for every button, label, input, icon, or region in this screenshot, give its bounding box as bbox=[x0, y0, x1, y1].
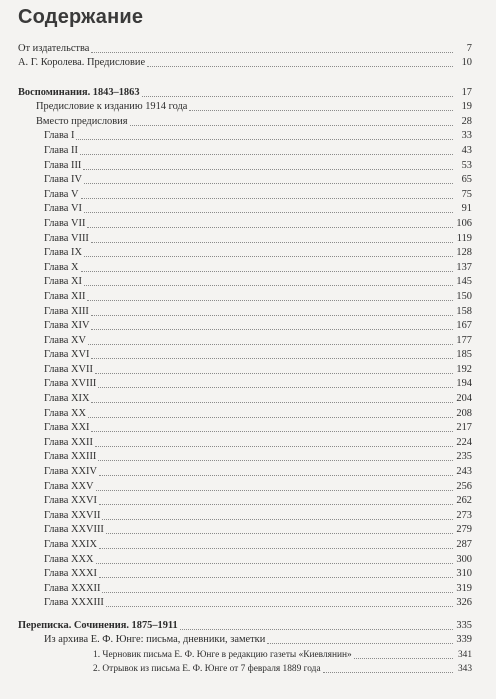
toc-entry-page: 287 bbox=[456, 539, 472, 550]
toc-entry-chapter[interactable] bbox=[0, 390, 496, 405]
dot-leader bbox=[81, 271, 453, 272]
toc-entry-title: Глава V bbox=[44, 188, 79, 200]
toc-entry-page: 335 bbox=[456, 619, 472, 631]
toc-entry-chapter[interactable] bbox=[0, 274, 496, 289]
toc-entry-chapter[interactable] bbox=[0, 186, 496, 201]
toc-entry-chapter[interactable] bbox=[0, 449, 496, 464]
toc-entry-page: 167 bbox=[456, 320, 472, 332]
dot-leader bbox=[91, 315, 453, 316]
toc-entry-title: Предисловие к изданию 1914 года bbox=[36, 101, 188, 113]
dot-leader bbox=[91, 242, 453, 243]
toc-part1-section bbox=[0, 84, 496, 609]
dot-leader bbox=[76, 139, 453, 140]
dot-leader bbox=[87, 227, 453, 228]
toc-entry-page: 256 bbox=[456, 480, 472, 492]
toc-entry-page: 310 bbox=[456, 568, 472, 580]
dot-leader bbox=[80, 154, 453, 155]
toc-entry-chapter[interactable] bbox=[0, 376, 496, 391]
toc-entry-title: Из архива Е. Ф. Юнге: письма, дневники, заметки bbox=[44, 634, 266, 646]
toc-entry-chapter[interactable] bbox=[0, 245, 496, 260]
toc-entry-publisher-note[interactable] bbox=[0, 40, 496, 55]
toc-entry-title: Глава XVII bbox=[44, 363, 93, 375]
toc-entry-page: 119 bbox=[456, 232, 472, 244]
dot-leader bbox=[84, 256, 453, 257]
toc-entry-chapter[interactable] bbox=[0, 128, 496, 143]
toc-entry-title: Глава X bbox=[44, 261, 79, 273]
toc-entry-chapter[interactable] bbox=[0, 318, 496, 333]
toc-entry-title: Глава VIII bbox=[44, 232, 89, 244]
toc-entry-archive-item[interactable] bbox=[0, 646, 496, 661]
toc-entry-chapter[interactable] bbox=[0, 536, 496, 551]
toc-part-heading[interactable] bbox=[0, 84, 496, 99]
toc-entry-page: 279 bbox=[456, 524, 472, 536]
dot-leader bbox=[88, 344, 453, 345]
toc-entry-page: 343 bbox=[457, 664, 472, 675]
toc-entry-chapter[interactable] bbox=[0, 288, 496, 303]
dot-leader bbox=[102, 592, 453, 593]
toc-entry-title: Глава IV bbox=[44, 174, 82, 186]
toc-entry-page: 185 bbox=[456, 349, 472, 361]
toc-entry-archive[interactable] bbox=[0, 632, 496, 647]
toc-entry-title: Глава XV bbox=[44, 334, 87, 346]
toc-entry-page: 17 bbox=[461, 86, 472, 98]
dot-leader bbox=[99, 548, 453, 549]
dot-leader bbox=[130, 125, 453, 126]
toc-entry-title: Глава VI bbox=[44, 203, 82, 215]
toc-entry-title: Глава II bbox=[44, 144, 78, 156]
toc-entry-chapter[interactable] bbox=[0, 493, 496, 508]
dot-leader bbox=[180, 629, 453, 630]
dot-leader bbox=[267, 643, 453, 644]
toc-entry-title: Глава XXI bbox=[44, 422, 90, 434]
toc-front-section bbox=[0, 40, 496, 69]
toc-entry-title: Глава XXXI bbox=[44, 568, 97, 580]
toc-entry-title: Глава XXXIII bbox=[44, 597, 104, 609]
toc-entry-chapter[interactable] bbox=[0, 522, 496, 537]
toc-entry-title: Глава XXIV bbox=[44, 466, 97, 478]
dot-leader bbox=[81, 198, 453, 199]
toc-entry-page: 53 bbox=[461, 159, 472, 171]
dot-leader bbox=[323, 672, 453, 673]
dot-leader bbox=[91, 431, 453, 432]
toc-entry-title: Глава XIV bbox=[44, 320, 90, 332]
dot-leader bbox=[98, 387, 453, 388]
toc-entry-chapter[interactable] bbox=[0, 463, 496, 478]
dot-leader bbox=[91, 52, 453, 53]
toc-entry-page: 326 bbox=[456, 597, 472, 609]
toc-entry-title: Глава XIX bbox=[44, 393, 90, 405]
toc-entry-chapter[interactable] bbox=[0, 201, 496, 216]
toc-entry-page: 33 bbox=[461, 130, 472, 142]
toc-entry-page: 341 bbox=[457, 649, 472, 660]
toc-entry-title: Глава XII bbox=[44, 290, 86, 302]
toc-entry-title: 1. Черновик письма Е. Ф. Юнге в редакцию газеты «Киевлянин» bbox=[93, 649, 352, 660]
toc-entry-title: Глава XXVII bbox=[44, 509, 101, 521]
toc-entry-page: 273 bbox=[456, 509, 472, 521]
toc-entry-archive-item[interactable] bbox=[0, 661, 496, 676]
toc-entry-page: 137 bbox=[456, 261, 472, 273]
page-title: Содержание bbox=[18, 6, 144, 28]
toc-entry-title: От издательства bbox=[18, 42, 90, 54]
toc-entry-chapter[interactable] bbox=[0, 172, 496, 187]
toc-entry-page: 235 bbox=[456, 451, 472, 463]
toc-entry-page: 65 bbox=[461, 174, 472, 186]
toc-entry-page: 217 bbox=[456, 422, 472, 434]
toc-entry-chapter[interactable] bbox=[0, 595, 496, 610]
toc-entry-page: 177 bbox=[456, 334, 472, 346]
toc-entry-title: Глава XXVIII bbox=[44, 524, 104, 536]
toc-entry-page: 91 bbox=[461, 203, 472, 215]
toc-entry-chapter[interactable] bbox=[0, 580, 496, 595]
toc-entry-page: 208 bbox=[456, 407, 472, 419]
dot-leader bbox=[147, 66, 453, 67]
toc-entry-chapter[interactable] bbox=[0, 478, 496, 493]
dot-leader bbox=[83, 169, 453, 170]
dot-leader bbox=[106, 533, 453, 534]
toc-entry-foreword[interactable] bbox=[0, 55, 496, 70]
toc-entry-chapter[interactable] bbox=[0, 507, 496, 522]
toc-part-heading[interactable] bbox=[0, 617, 496, 632]
toc-entry-page: 158 bbox=[456, 305, 472, 317]
toc-entry-chapter[interactable] bbox=[0, 142, 496, 157]
dot-leader bbox=[98, 460, 453, 461]
toc-entry-page: 319 bbox=[456, 582, 472, 594]
toc-entry-page: 28 bbox=[461, 115, 472, 127]
dot-leader bbox=[91, 402, 453, 403]
dot-leader bbox=[91, 329, 453, 330]
dot-leader bbox=[84, 285, 453, 286]
dot-leader bbox=[95, 446, 453, 447]
toc-entry-chapter[interactable] bbox=[0, 420, 496, 435]
toc-entry-chapter[interactable] bbox=[0, 551, 496, 566]
dot-leader bbox=[88, 417, 453, 418]
toc-entry-title: Глава XVIII bbox=[44, 378, 97, 390]
dot-leader bbox=[96, 563, 453, 564]
toc-entry-title: Глава XXII bbox=[44, 436, 93, 448]
dot-leader bbox=[106, 606, 453, 607]
toc-entry-page: 192 bbox=[456, 363, 472, 375]
toc-entry-page: 106 bbox=[456, 217, 472, 229]
toc-entry-chapter[interactable] bbox=[0, 303, 496, 318]
toc-entry-title: Переписка. Сочинения. 1875–1911 bbox=[18, 619, 178, 631]
toc-entry-title: Глава XXVI bbox=[44, 495, 97, 507]
toc-entry-title: Вместо предисловия bbox=[36, 115, 128, 127]
dot-leader bbox=[95, 373, 453, 374]
toc-entry-title: Глава IX bbox=[44, 247, 82, 259]
toc-entry-page: 204 bbox=[456, 393, 472, 405]
toc-entry-page: 339 bbox=[456, 634, 472, 646]
toc-entry-page: 7 bbox=[466, 42, 472, 54]
dot-leader bbox=[142, 96, 453, 97]
dot-leader bbox=[99, 504, 453, 505]
toc-entry-title: А. Г. Королева. Предисловие bbox=[18, 57, 146, 69]
toc-entry-title: Глава XIII bbox=[44, 305, 89, 317]
toc-entry-chapter[interactable] bbox=[0, 215, 496, 230]
toc-entry-page: 243 bbox=[456, 466, 472, 478]
toc-entry-title: Глава XI bbox=[44, 276, 82, 288]
toc-entry-chapter[interactable] bbox=[0, 347, 496, 362]
dot-leader bbox=[99, 475, 453, 476]
toc-chapter-list bbox=[0, 128, 496, 610]
toc-entry-page: 128 bbox=[456, 247, 472, 259]
dot-leader bbox=[354, 658, 453, 659]
toc-entry-title: Глава XXIX bbox=[44, 539, 97, 550]
toc-entry-title: Глава XXIII bbox=[44, 451, 97, 463]
toc-entry-chapter[interactable] bbox=[0, 405, 496, 420]
toc-entry-chapter[interactable] bbox=[0, 157, 496, 172]
toc-entry-title: Глава XX bbox=[44, 407, 87, 419]
toc-entry-title: Глава XXV bbox=[44, 480, 94, 492]
toc-entry-title: Глава III bbox=[44, 159, 82, 171]
toc-entry-chapter[interactable] bbox=[0, 361, 496, 376]
toc-entry-chapter[interactable] bbox=[0, 259, 496, 274]
toc-entry-page: 75 bbox=[461, 188, 472, 200]
dot-leader bbox=[84, 183, 453, 184]
dot-leader bbox=[102, 519, 453, 520]
toc-part2-section bbox=[0, 617, 496, 675]
toc-entry-page: 43 bbox=[461, 144, 472, 156]
toc-entry-page: 262 bbox=[456, 495, 472, 507]
dot-leader bbox=[87, 300, 453, 301]
toc-entry-page: 194 bbox=[456, 378, 472, 390]
dot-leader bbox=[189, 110, 453, 111]
toc-entry-page: 224 bbox=[456, 436, 472, 448]
toc-entry-title: 2. Отрывок из письма Е. Ф. Юнге от 7 февраля 1889 года bbox=[93, 664, 321, 675]
toc-entry-chapter[interactable] bbox=[0, 434, 496, 449]
toc-entry-title: Глава XXX bbox=[44, 553, 94, 565]
toc-entry-chapter[interactable] bbox=[0, 566, 496, 581]
toc-entry-title: Воспоминания. 1843–1863 bbox=[18, 86, 140, 98]
toc-entry-preface-1914[interactable] bbox=[0, 99, 496, 114]
toc-entry-instead-of-preface[interactable] bbox=[0, 113, 496, 128]
toc-entry-title: Глава I bbox=[44, 130, 75, 142]
toc-entry-page: 300 bbox=[456, 553, 472, 565]
toc-entry-title: Глава VII bbox=[44, 217, 86, 229]
toc-entry-title: Глава XXXII bbox=[44, 582, 101, 594]
toc-entry-page: 145 bbox=[456, 276, 472, 288]
dot-leader bbox=[91, 358, 453, 359]
toc-entry-title: Глава XVI bbox=[44, 349, 90, 361]
toc-entry-chapter[interactable] bbox=[0, 332, 496, 347]
toc-entry-page: 19 bbox=[461, 101, 472, 113]
dot-leader bbox=[99, 577, 453, 578]
toc-entry-page: 10 bbox=[461, 57, 472, 69]
dot-leader bbox=[84, 212, 453, 213]
toc-entry-page: 150 bbox=[456, 290, 472, 302]
toc-entry-chapter[interactable] bbox=[0, 230, 496, 245]
dot-leader bbox=[96, 490, 453, 491]
